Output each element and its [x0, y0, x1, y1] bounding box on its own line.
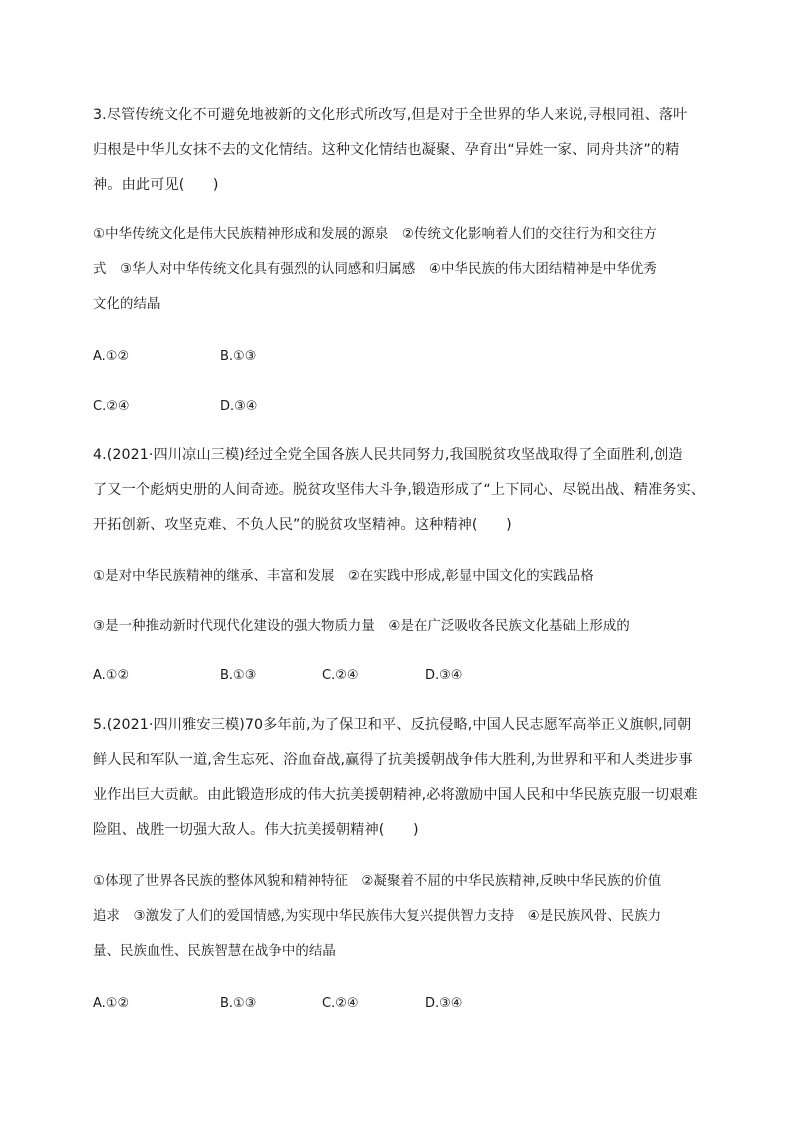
- statement-options-line: ①体现了世界各民族的整体风貌和精神特征 ②凝聚着不屈的中华民族精神,反映中华民族的价值: [93, 874, 662, 889]
- question-stem-line: 5.(2021·四川雅安三模)70多年前,为了保卫和平、反抗侵略,中国人民志愿军高举正义旗帜,同朝: [93, 717, 692, 733]
- choice-d[interactable]: D.③④: [425, 996, 463, 1011]
- statement-options-line: ①中华传统文化是伟大民族精神形成和发展的源泉 ②传统文化影响着人们的交往行为和交往方: [93, 227, 657, 242]
- statement-options-line: ①是对中华民族精神的继承、丰富和发展 ②在实践中形成,彰显中国文化的实践品格: [93, 569, 594, 584]
- choice-a[interactable]: A.①②: [93, 668, 130, 683]
- choice-c[interactable]: C.②④: [322, 996, 359, 1011]
- choice-d[interactable]: D.③④: [425, 668, 463, 683]
- choice-c[interactable]: C.②④: [322, 668, 359, 683]
- choice-b[interactable]: B.①③: [220, 668, 257, 683]
- choice-b[interactable]: B.①③: [220, 996, 257, 1011]
- choice-c[interactable]: C.②④: [93, 399, 130, 414]
- statement-options-line: 式 ③华人对中华传统文化具有强烈的认同感和归属感 ④中华民族的伟大团结精神是中华优秀: [93, 262, 657, 277]
- statement-options-line: 追求 ③激发了人们的爱国情感,为实现中华民族伟大复兴提供智力支持 ④是民族风骨、民族力: [93, 909, 662, 924]
- question-stem-line: 鲜人民和军队一道,舍生忘死、浴血奋战,赢得了抗美援朝战争伟大胜利,为世界和平和人类进步事: [93, 752, 693, 768]
- question-stem-line: 神。由此可见( ): [93, 177, 219, 193]
- statement-options-line: 量、民族血性、民族智慧在战争中的结晶: [93, 944, 336, 959]
- choice-b[interactable]: B.①③: [220, 349, 257, 364]
- question-stem-line: 归根是中华儿女抹不去的文化情结。这种文化情结也凝聚、孕育出“异姓一家、同舟共济”的精: [93, 142, 680, 158]
- question-stem-line: 3.尽管传统文化不可避免地被新的文化形式所改写,但是对于全世界的华人来说,寻根同祖、落叶: [93, 107, 688, 123]
- choice-a[interactable]: A.①②: [93, 996, 130, 1011]
- question-stem-line: 4.(2021·四川凉山三模)经过全党全国各族人民共同努力,我国脱贫攻坚战取得了全面胜利,创造: [93, 447, 683, 463]
- question-stem-line: 险阻、战胜一切强大敌人。伟大抗美援朝精神( ): [93, 822, 419, 838]
- statement-options-line: ③是一种推动新时代现代化建设的强大物质力量 ④是在广泛吸收各民族文化基础上形成的: [93, 619, 630, 634]
- statement-options-line: 文化的结晶: [93, 297, 161, 312]
- choice-d[interactable]: D.③④: [220, 399, 258, 414]
- question-stem-line: 业作出巨大贡献。由此锻造形成的伟大抗美援朝精神,必将激励中国人民和中华民族克服一切艰难: [93, 787, 698, 803]
- question-stem-line: 开拓创新、攻坚克难、不负人民”的脱贫攻坚精神。这种精神( ): [93, 517, 512, 533]
- choice-a[interactable]: A.①②: [93, 349, 130, 364]
- question-stem-line: 了又一个彪炳史册的人间奇迹。脱贫攻坚伟大斗争,锻造形成了“上下同心、尽锐出战、精准务实、: [93, 482, 706, 498]
